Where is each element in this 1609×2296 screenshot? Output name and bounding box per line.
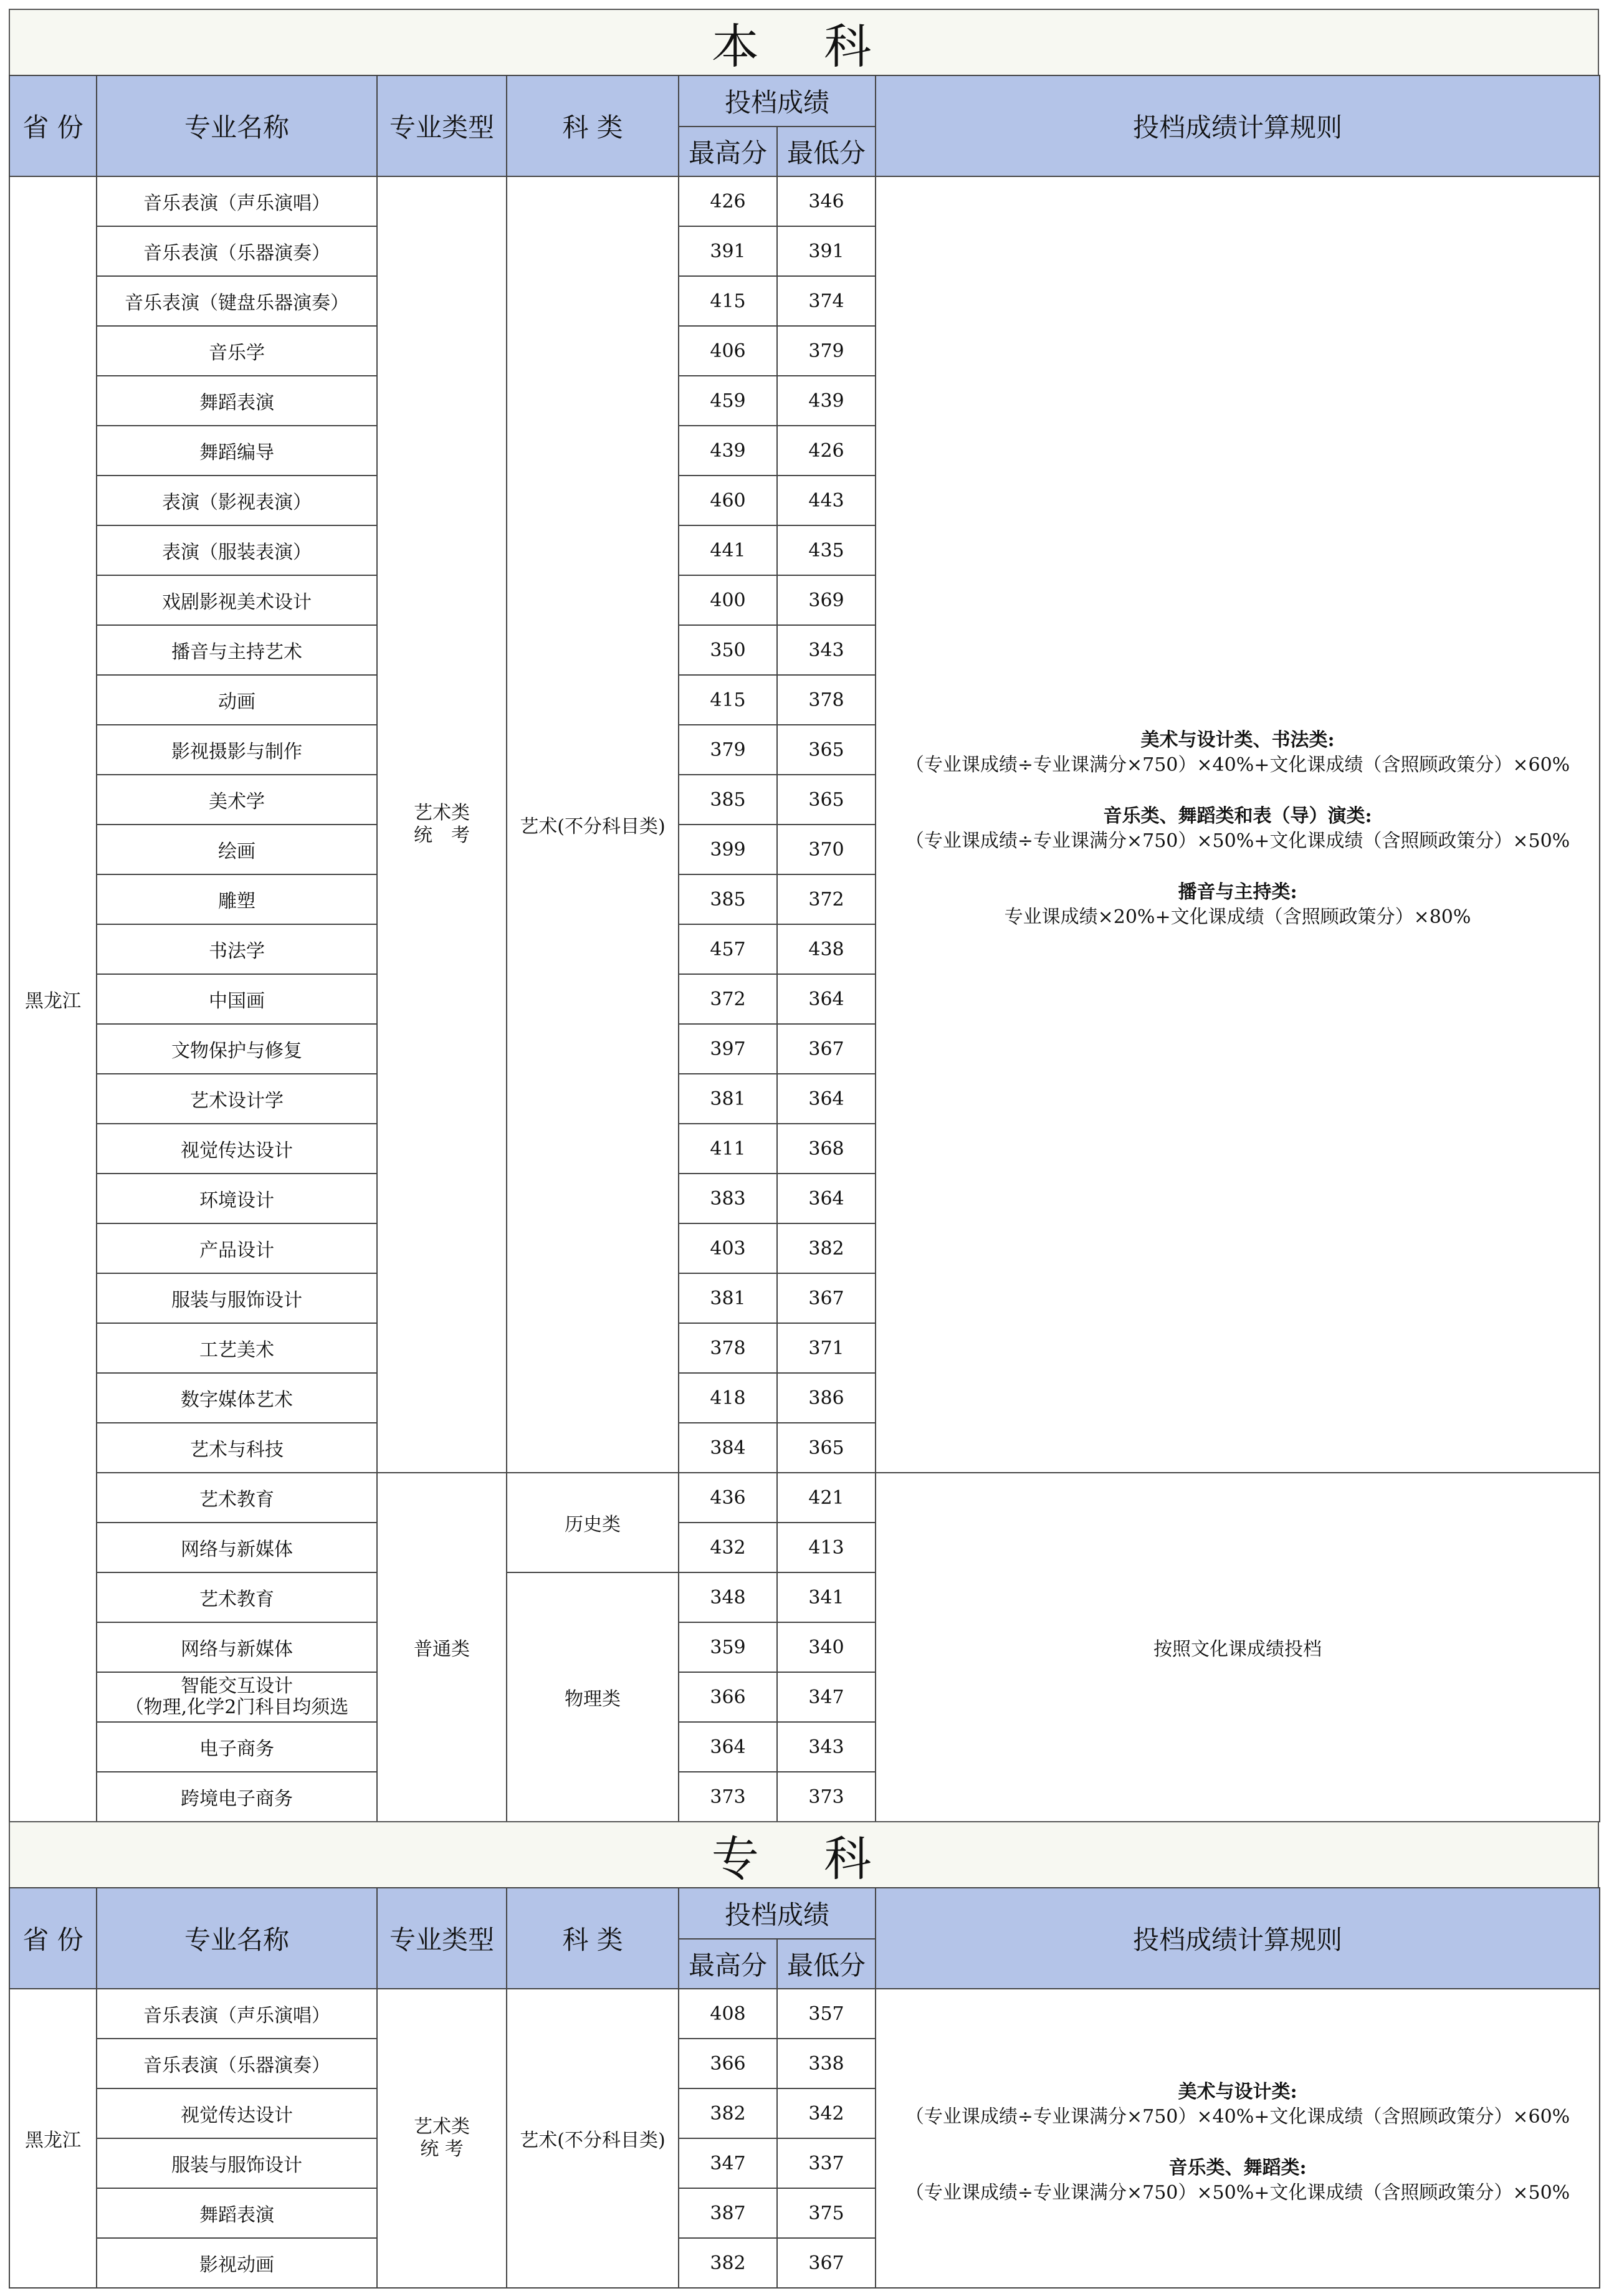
max-score-cell: 378 [679,1323,777,1373]
min-score-cell: 367 [777,1273,876,1323]
province-cell: 黑龙江 [9,176,97,1822]
subject-category-cell: 物理类 [507,1572,679,1822]
header-province: 省 份 [9,1888,97,1989]
table-row [9,1473,1600,1523]
rule-formula: （专业课成绩÷专业课满分×750）×40%+文化课成绩（含照顾政策分）×60% [905,2106,1570,2128]
undergrad-section-title: 本 科 [9,9,1599,76]
major-name-cell: 舞蹈表演 [97,2188,377,2238]
major-name-cell: 环境设计 [97,1174,377,1223]
min-score-cell: 391 [777,226,876,276]
min-score-cell: 375 [777,2188,876,2238]
major-name-cell: 书法学 [97,924,377,974]
rule-heading: 音乐类、舞蹈类和表（导）演类: [1103,805,1372,827]
min-score-cell: 421 [777,1473,876,1523]
min-score-cell: 438 [777,924,876,974]
major-name-cell: 艺术教育 [97,1572,377,1622]
major-name-cell: 艺术教育 [97,1473,377,1523]
max-score-cell: 385 [679,874,777,924]
major-name-cell: 服装与服饰设计 [97,2138,377,2188]
min-score-cell: 371 [777,1323,876,1373]
max-score-cell: 366 [679,1672,777,1722]
major-type-cell [377,176,507,1473]
max-score-cell: 400 [679,575,777,625]
major-name-cell: 工艺美术 [97,1323,377,1373]
min-score-cell: 369 [777,575,876,625]
major-type-cell [377,1989,507,2288]
rule-formula: （专业课成绩÷专业课满分×750）×40%+文化课成绩（含照顾政策分）×60% [905,754,1570,776]
min-score-cell: 337 [777,2138,876,2188]
min-score-cell: 372 [777,874,876,924]
min-score-cell: 347 [777,1672,876,1722]
max-score-cell: 387 [679,2188,777,2238]
major-name-cell: 动画 [97,675,377,725]
major-name-cell: 雕塑 [97,874,377,924]
max-score-cell: 366 [679,2039,777,2088]
max-score-cell: 408 [679,1989,777,2039]
max-score-cell: 399 [679,825,777,874]
min-score-cell: 439 [777,376,876,426]
college-admission-table [9,1887,1600,2289]
rule-formula: （专业课成绩÷专业课满分×750）×50%+文化课成绩（含照顾政策分）×50% [905,830,1570,852]
college-section-title: 专 科 [9,1821,1599,1888]
table-row [9,1989,1600,2039]
major-name-cell: 音乐表演（键盘乐器演奏） [97,276,377,326]
max-score-cell: 384 [679,1423,777,1473]
max-score-cell: 403 [679,1223,777,1273]
major-name-cell: 舞蹈表演 [97,376,377,426]
major-name-cell: 音乐学 [97,326,377,376]
rule-block [876,728,1599,778]
max-score-cell: 381 [679,1273,777,1323]
max-score-cell: 397 [679,1024,777,1074]
max-score-cell: 459 [679,376,777,426]
major-type-cell-line1: 艺术类 [414,2116,470,2138]
rule-formula: 专业课成绩×20%+文化课成绩（含照顾政策分）×80% [1004,906,1471,928]
header-score-rule: 投档成绩计算规则 [876,75,1600,176]
major-name-cell: 网络与新媒体 [97,1622,377,1672]
header-province: 省 份 [9,75,97,176]
major-name-cell: 音乐表演（乐器演奏） [97,2039,377,2088]
max-score-cell: 382 [679,2088,777,2138]
min-score-cell: 364 [777,1074,876,1124]
major-name-cell: 艺术与科技 [97,1423,377,1473]
rule-block [876,2156,1599,2206]
major-name-cell: 影视摄影与制作 [97,725,377,775]
rule-heading: 播音与主持类: [1178,881,1297,903]
major-name-cell: 音乐表演（声乐演唱） [97,176,377,226]
major-type-cell-line2: 统 考 [414,825,470,846]
province-cell: 黑龙江 [9,1989,97,2288]
header-major-type: 专业类型 [377,1888,507,1989]
max-score-cell: 411 [679,1124,777,1174]
min-score-cell: 364 [777,974,876,1024]
max-score-cell: 406 [679,326,777,376]
min-score-cell: 364 [777,1174,876,1223]
max-score-cell: 373 [679,1772,777,1822]
major-name-cell: 表演（服装表演） [97,525,377,575]
min-score-cell: 367 [777,2238,876,2288]
min-score-cell: 374 [777,276,876,326]
min-score-cell: 343 [777,625,876,675]
major-name-cell: 音乐表演（乐器演奏） [97,226,377,276]
max-score-cell: 385 [679,775,777,825]
major-type-cell: 普通类 [377,1473,507,1822]
max-score-cell: 415 [679,675,777,725]
min-score-cell: 341 [777,1572,876,1622]
min-score-cell: 386 [777,1373,876,1423]
min-score-cell: 378 [777,675,876,725]
max-score-cell: 415 [679,276,777,326]
max-score-cell: 364 [679,1722,777,1772]
major-name-cell: 艺术设计学 [97,1074,377,1124]
rule-heading: 美术与设计类: [1178,2081,1297,2103]
score-rule-cell: 按照文化课成绩投档 [876,1473,1600,1822]
min-score-cell: 365 [777,775,876,825]
subject-category-cell: 历史类 [507,1473,679,1572]
major-name-cell: 跨境电子商务 [97,1772,377,1822]
rule-block [876,2080,1599,2130]
major-name-cell: 视觉传达设计 [97,1124,377,1174]
max-score-cell: 347 [679,2138,777,2188]
max-score-cell: 381 [679,1074,777,1124]
max-score-cell: 439 [679,426,777,476]
min-score-cell: 338 [777,2039,876,2088]
major-name-cell: 表演（影视表演） [97,476,377,525]
max-score-cell: 348 [679,1572,777,1622]
undergrad-admission-table [9,75,1600,1822]
major-name-line1: 智能交互设计 [181,1675,293,1697]
major-type-cell-line2: 统 考 [420,2138,464,2160]
rule-formula: （专业课成绩÷专业课满分×750）×50%+文化课成绩（含照顾政策分）×50% [905,2182,1570,2204]
max-score-cell: 432 [679,1523,777,1572]
min-score-cell: 379 [777,326,876,376]
major-name-line2: （物理,化学2门科目均须选 [125,1696,349,1718]
major-name-cell: 舞蹈编导 [97,426,377,476]
subject-category-cell: 艺术(不分科目类) [507,1989,679,2288]
max-score-cell: 441 [679,525,777,575]
major-name-cell: 产品设计 [97,1223,377,1273]
min-score-cell: 367 [777,1024,876,1074]
rule-block [876,880,1599,930]
rule-heading: 美术与设计类、书法类: [1140,729,1335,751]
max-score-cell: 436 [679,1473,777,1523]
max-score-cell: 382 [679,2238,777,2288]
min-score-cell: 373 [777,1772,876,1822]
header-major-type: 专业类型 [377,75,507,176]
header-min-score: 最低分 [777,1939,876,1989]
min-score-cell: 343 [777,1722,876,1772]
header-major-name: 专业名称 [97,1888,377,1989]
header-subject-category: 科 类 [507,75,679,176]
major-name-cell: 音乐表演（声乐演唱） [97,1989,377,2039]
major-name-cell: 美术学 [97,775,377,825]
header-admission-score: 投档成绩 [679,1888,876,1939]
min-score-cell: 346 [777,176,876,226]
major-name-cell: 服装与服饰设计 [97,1273,377,1323]
score-rule-cell [876,176,1600,1473]
max-score-cell: 418 [679,1373,777,1423]
max-score-cell: 383 [679,1174,777,1223]
major-type-cell-line1: 艺术类 [414,802,470,824]
major-name-cell: 播音与主持艺术 [97,625,377,675]
header-max-score: 最高分 [679,127,777,176]
min-score-cell: 357 [777,1989,876,2039]
min-score-cell: 368 [777,1124,876,1174]
major-name-cell: 视觉传达设计 [97,2088,377,2138]
min-score-cell: 365 [777,725,876,775]
min-score-cell: 370 [777,825,876,874]
major-name-cell: 电子商务 [97,1722,377,1772]
major-name-cell: 影视动画 [97,2238,377,2288]
major-name-cell: 中国画 [97,974,377,1024]
min-score-cell: 342 [777,2088,876,2138]
rule-block [876,804,1599,854]
min-score-cell: 413 [777,1523,876,1572]
subject-category-cell: 艺术(不分科目类) [507,176,679,1473]
major-name-cell: 文物保护与修复 [97,1024,377,1074]
header-score-rule: 投档成绩计算规则 [876,1888,1600,1989]
min-score-cell: 435 [777,525,876,575]
max-score-cell: 372 [679,974,777,1024]
rule-heading: 音乐类、舞蹈类: [1168,2157,1307,2179]
min-score-cell: 382 [777,1223,876,1273]
max-score-cell: 379 [679,725,777,775]
min-score-cell: 443 [777,476,876,525]
max-score-cell: 359 [679,1622,777,1672]
header-min-score: 最低分 [777,127,876,176]
header-max-score: 最高分 [679,1939,777,1989]
header-subject-category: 科 类 [507,1888,679,1989]
min-score-cell: 426 [777,426,876,476]
min-score-cell: 340 [777,1622,876,1672]
major-name-cell: 数字媒体艺术 [97,1373,377,1423]
major-name-cell: 网络与新媒体 [97,1523,377,1572]
min-score-cell: 365 [777,1423,876,1473]
max-score-cell: 426 [679,176,777,226]
major-name-cell: 绘画 [97,825,377,874]
table-row [9,176,1600,226]
major-name-cell [97,1672,377,1722]
max-score-cell: 391 [679,226,777,276]
max-score-cell: 350 [679,625,777,675]
header-major-name: 专业名称 [97,75,377,176]
major-name-cell: 戏剧影视美术设计 [97,575,377,625]
max-score-cell: 457 [679,924,777,974]
max-score-cell: 460 [679,476,777,525]
score-rule-cell [876,1989,1600,2288]
header-admission-score: 投档成绩 [679,75,876,127]
